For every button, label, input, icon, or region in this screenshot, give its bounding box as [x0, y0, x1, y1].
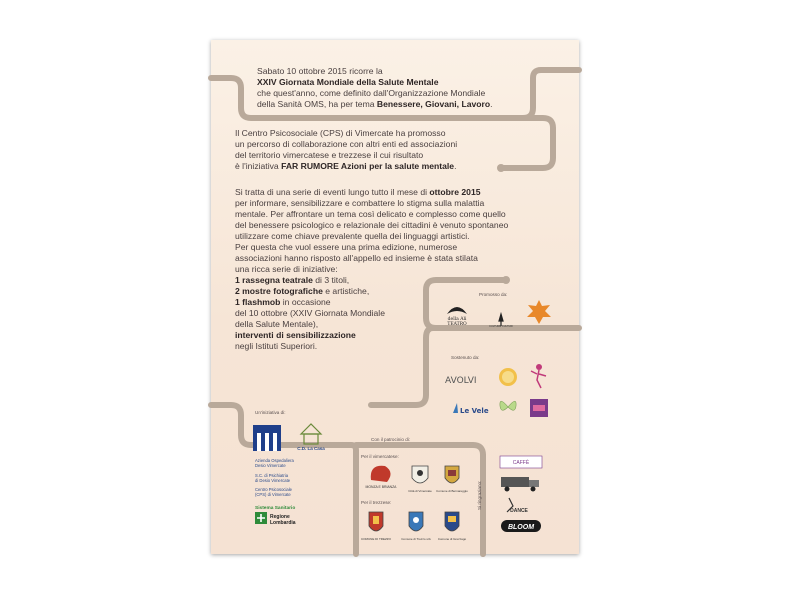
- svg-text:CAFFÈ: CAFFÈ: [512, 460, 530, 466]
- svg-text:C.D. La Casa: C.D. La Casa: [297, 446, 325, 451]
- iniziativa-label: Un'iniziativa di:: [255, 410, 286, 415]
- trezzese-label: Per il trezzese:: [361, 500, 392, 505]
- body-line-15: negli Istituti Superiori.: [235, 341, 318, 351]
- dellali-teatro-logo: [443, 300, 471, 326]
- le-vele-logo: [449, 400, 489, 416]
- dance-school-logo: [499, 496, 535, 514]
- promosso-label: Promosso da:: [479, 292, 508, 297]
- trezzo-crest-logo: [361, 506, 391, 542]
- body-line-12: del 10 ottobre (XXIV Giornata Mondiale: [235, 308, 386, 318]
- body-line-5: utilizzare come chiave prevalente quella dei linguaggi artistici.: [235, 231, 470, 241]
- body-line-7: associazioni hanno risposto all'appello ed insieme è stata stilata: [235, 253, 478, 263]
- cps-line-1: Il Centro Psicosociale (CPS) di Vimercate ha promosso: [235, 128, 446, 138]
- body-line-10: 2 mostre fotografiche e artistiche,: [235, 286, 370, 296]
- regione-lombardia-logo: [253, 503, 313, 527]
- intro-line-2: XXIV Giornata Mondiale della Salute Mentale: [257, 77, 439, 87]
- bloom-logo: [499, 518, 543, 534]
- svg-text:CULTURE CULTURI: CULTURE CULTURI: [489, 325, 513, 328]
- provincia-monza-brianza-logo: [361, 460, 401, 492]
- arancio-logo: [525, 298, 553, 326]
- body-line-3: mentale. Per affrontare un tema così delicato e complesso come quello: [235, 209, 506, 219]
- svg-text:Regione: Regione: [270, 514, 290, 520]
- svg-text:Comune di Trezzo s/A: Comune di Trezzo s/A: [401, 537, 431, 541]
- butterfly-logo: [497, 396, 519, 418]
- svg-text:DANCE: DANCE: [510, 508, 528, 514]
- ringraziano-label: Si ringraziano:: [477, 480, 482, 510]
- avolvi-logo: [443, 370, 483, 388]
- cps-label: Centro Psicosociale (CPS) di Vimercate: [255, 487, 293, 497]
- body-line-8: una ricca serie di iniziative:: [235, 264, 338, 274]
- svg-text:TEATRO: TEATRO: [447, 322, 467, 327]
- asst-building-logo: [251, 423, 283, 453]
- sostenuto-label: Sostenuto da:: [451, 355, 480, 360]
- dancer-logo: [529, 362, 551, 390]
- flyer-page: [211, 40, 579, 554]
- body-line-13: della Salute Mentale),: [235, 319, 319, 329]
- vimercatese-label: Per il vimercatese:: [361, 454, 399, 459]
- svg-text:AVOLVI: AVOLVI: [445, 376, 477, 386]
- truck-logo: [499, 473, 549, 493]
- body-line-4: del benessere psicologico e relazionale dei cittadini è venuto spontaneo: [235, 220, 509, 230]
- sun-logo: [497, 366, 519, 388]
- body-line-2: per informare, sensibilizzare e combattere lo stigma sulla malattia: [235, 198, 485, 208]
- body-line-14: interventi di sensibilizzazione: [235, 330, 356, 340]
- svg-text:Sistema Sanitario: Sistema Sanitario: [255, 506, 296, 511]
- svg-text:COMUNE DI TREZZO: COMUNE DI TREZZO: [361, 537, 391, 541]
- culturi-logo: [483, 312, 519, 328]
- body-line-6: Per questa che vuol essere una prima edizione, numerose: [235, 242, 458, 252]
- svg-text:della Ali: della Ali: [447, 317, 467, 322]
- intro-line-1: Sabato 10 ottobre 2015 ricorre la: [257, 66, 383, 76]
- cps-line-4: è l'iniziativa FAR RUMORE Azioni per la salute mentale.: [235, 161, 457, 171]
- intro-line-4: della Sanità OMS, ha per tema Benessere, Giovani, Lavoro.: [257, 99, 493, 109]
- trezzo-sa-crest-logo: [401, 506, 431, 542]
- body-line-1: Si tratta di una serie di eventi lungo tutto il mese di ottobre 2015: [235, 187, 481, 197]
- intro-line-3: che quest'anno, come definito dall'Organizzazione Mondiale: [257, 88, 486, 98]
- svg-text:Città di Vimercate: Città di Vimercate: [408, 489, 432, 493]
- patrocinio-label: Con il patrocinio di:: [371, 437, 411, 442]
- vimercate-crest-logo: [407, 460, 433, 494]
- purple-square-logo: [529, 398, 549, 418]
- svg-text:Comune di Bernareggio: Comune di Bernareggio: [436, 489, 468, 493]
- svg-text:Comune di Grezzago: Comune di Grezzago: [437, 537, 467, 541]
- caffe-logo: [499, 455, 543, 469]
- psichiatria-label: S.C. di Psichiatria di Desio Vimercate: [255, 473, 291, 483]
- asst-label: Azienda Ospedaliera Desio Vimercate: [255, 458, 294, 468]
- svg-text:Lombardia: Lombardia: [270, 520, 296, 526]
- svg-text:Le Vele: Le Vele: [460, 407, 489, 415]
- bernareggio-crest-logo: [437, 460, 467, 494]
- cps-line-2: un percorso di collaborazione con altri enti ed associazioni: [235, 139, 458, 149]
- cd-la-casa-logo: [297, 420, 325, 452]
- body-line-11: 1 flashmob in occasione: [235, 297, 331, 307]
- svg-text:MONZA E BRIANZA: MONZA E BRIANZA: [365, 485, 397, 489]
- svg-text:BLOOM: BLOOM: [507, 524, 535, 531]
- grezzago-crest-logo: [437, 506, 467, 542]
- cps-line-3: del territorio vimercatese e trezzese il cui risultato: [235, 150, 424, 160]
- body-line-9: 1 rassegna teatrale di 3 titoli,: [235, 275, 350, 285]
